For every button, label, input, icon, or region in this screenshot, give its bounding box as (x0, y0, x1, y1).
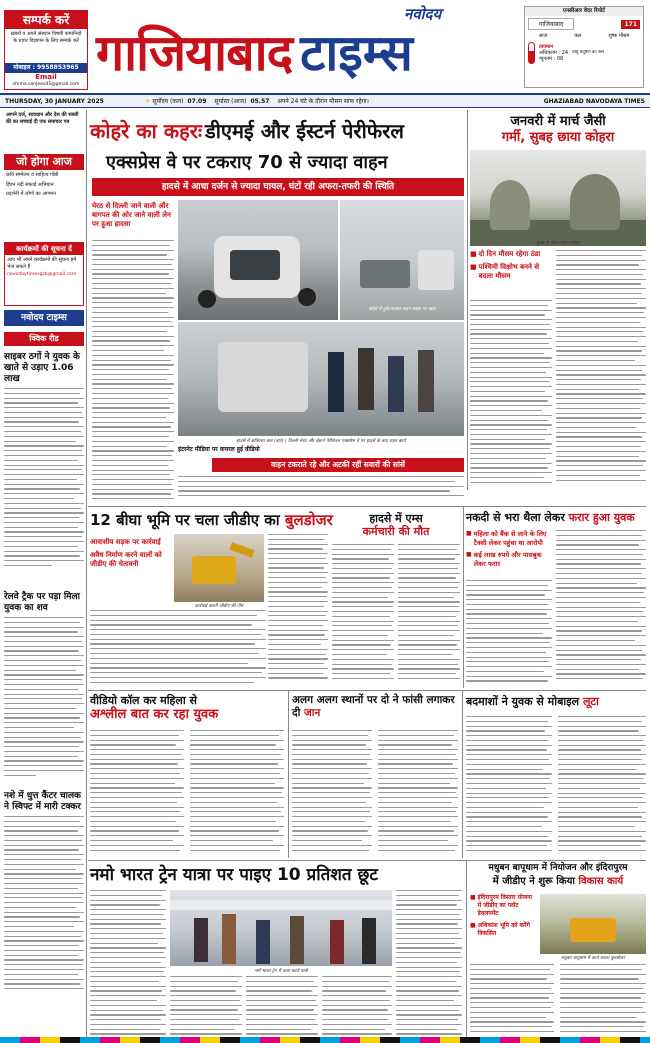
robbery-points (466, 530, 552, 568)
aaj-item: कवि सम्मेलन व साहित्य गोष्ठी (6, 172, 59, 178)
lead-point (92, 202, 174, 229)
paper-name-times: टाइम्स (300, 24, 413, 82)
suicide-title-red: जान (303, 707, 321, 719)
lead-photo-police (178, 322, 464, 436)
weather-photo-fog (470, 150, 646, 246)
dev-body (470, 964, 554, 1038)
mobile-title-red: लूटा (582, 695, 599, 708)
ems-title: हादसे में एम्स (369, 512, 423, 525)
row-divider (88, 860, 646, 861)
contact-email[interactable]: shrma.sanjeev45@gmail.com (12, 82, 80, 87)
row-divider (88, 506, 646, 507)
lead-photo-crash (178, 200, 338, 320)
robbery-point (466, 551, 552, 568)
brand-navodaya: नवोदय (404, 5, 442, 23)
masthead (0, 0, 650, 92)
dev-title2: में जीडीए ने शुरू किया (492, 876, 575, 887)
weather-title2: गर्मी, सुबह छाया कोहरा (501, 130, 615, 145)
robbery-headline (466, 510, 646, 525)
bulldozer-photo (174, 534, 264, 602)
brief-body (4, 617, 84, 787)
dev-headline (470, 862, 646, 888)
video-title: वीडियो कॉल कर महिला से (90, 694, 197, 707)
thermometer-icon (528, 42, 535, 64)
aaj-item: प्रदर्शनी में लोगों का आगमन (6, 191, 56, 198)
suicide-headline (292, 694, 460, 720)
lead-body (92, 240, 174, 502)
train-body (246, 976, 318, 1038)
bulldozer-body (268, 534, 328, 688)
dev-photo (540, 894, 646, 954)
temp-min: न्यूनतम : 08 (539, 56, 564, 62)
lead-point-text: मेरठ से दिल्ली जाने वाली और बागपत की ओर जाने वाली लेन पर हुआ हादसा (92, 202, 171, 228)
weather-title1: जनवरी में मार्च जैसी (510, 114, 606, 129)
contact-email-label: Email (35, 73, 57, 81)
registration-strip (0, 1037, 650, 1043)
lead-red-strip: वाहन टकराते रहे और अटकी रहीं सवारों की सांसें (212, 458, 464, 472)
suicide-body (292, 730, 372, 856)
mobile-body (466, 716, 552, 856)
robbery-point-text: महिला को बैंक से लाने के लिए टैक्सी लेकर पहुंचा था आरोपी (473, 530, 547, 547)
suicide-title: अलग अलग स्थानों पर दो ने फांसी लगाकर दी (292, 694, 455, 719)
weather-body (470, 300, 552, 490)
dev-point (470, 894, 536, 918)
robbery-body (556, 530, 646, 688)
ems-headline (332, 512, 460, 538)
weather-item-today: आज (538, 33, 548, 39)
column-divider (462, 690, 463, 858)
brief-body (4, 816, 84, 1001)
aqi-value: 171 (621, 20, 640, 29)
tagline: अपने 24 घंटे के दौरान मौसम साफ रहेगा। (277, 98, 369, 105)
temp-label: तापमान (539, 44, 554, 50)
date: THURSDAY, 30 JANUARY 2025 (5, 97, 104, 105)
brief-headline: साइबर ठगों ने युवक के खाते से उड़ाए 1.06 लाख (4, 352, 80, 384)
programs-box (4, 242, 84, 306)
aaj-item: हिंडन नदी सफाई अभियान (6, 181, 54, 188)
dev-body (560, 964, 646, 1038)
train-caption: नमो भारत ट्रेन में यात्रा करते यात्री (254, 969, 308, 974)
programs-title: कार्यक्रमों की सूचना दें (5, 243, 83, 255)
robbery-point-text: कई लाख रुपये और पासबुक लेकर फरार (473, 551, 542, 568)
lead-point-text: इंटरनेट मीडिया पर वायरल हुई वीडियो (178, 446, 260, 453)
dev-caption: मधुबन बापूधाम में कार्य करता बुलडोजर (561, 956, 625, 961)
temp-max: अधिकतम : 24 (539, 50, 569, 56)
weather-point-text: पश्चिमी विक्षोभ बनने से बदला मौसम (478, 263, 540, 280)
column-divider (288, 690, 289, 858)
sidebar (4, 110, 84, 1038)
row-divider (88, 690, 646, 691)
robbery-body (466, 580, 552, 688)
video-title-red: अश्लील बात कर रहा युवक (90, 707, 219, 722)
train-body (322, 976, 392, 1038)
lead-title1: डीएमई और ईस्टर्न पेरीफेरल (205, 118, 404, 143)
lead-headline (90, 114, 465, 146)
video-body (190, 730, 284, 856)
column-divider (463, 506, 464, 688)
quick-read: क्विक रीड (4, 332, 84, 346)
bulldozer-title-red: बुलडोजर (284, 511, 333, 529)
dev-title1: मधुबन बापूधाम में नियोजन और इंदिरापुरम (488, 863, 628, 873)
weather-title: एनसीआर वेदर रिपोर्ट (525, 7, 643, 16)
lead-body (178, 476, 464, 502)
paper-title (96, 18, 516, 84)
train-body (170, 976, 242, 1038)
brief-headline: रेलवे ट्रैक पर पड़ा मिला युवक का शव (4, 592, 80, 613)
column-divider (466, 860, 467, 1038)
bulldozer-caption: कार्रवाई करती जीडीए की टीम (194, 604, 244, 609)
mobile-title: बदमाशों ने युवक से मोबाइल (466, 695, 580, 708)
dev-point-text: अधिकांश भूमि को करेंगे विकसित (477, 922, 530, 937)
ems-title-red: कर्मचारी की मौत (362, 525, 430, 538)
bulldozer-title: 12 बीघा भूमि पर चला जीडीए का (90, 511, 280, 529)
sidebar-promo: आपने दर्ज, सावधान और देश की सब्जी की का सच्चाई दी एक समाचार पत्र (6, 112, 79, 125)
column-divider (467, 110, 468, 490)
ems-body (398, 544, 460, 688)
weather-points (470, 250, 552, 281)
bullet-icon: ■ (470, 263, 477, 271)
dev-points (470, 894, 536, 938)
brief-headline: नशे में धुत्त कैंटर चालक ने स्विफ्ट में मारी टक्कर (4, 791, 81, 812)
bulldozer-headline (90, 510, 360, 530)
bullet-icon: ■ (470, 922, 476, 929)
dateline-bar (0, 93, 650, 108)
aaj-title: जो होगा आज (4, 154, 84, 170)
contact-title: सम्पर्क करें (5, 11, 87, 29)
paper-name-ghaziabad: गाजियाबाद (96, 24, 293, 82)
mobile-headline (466, 694, 646, 709)
bulldozer-points (90, 538, 170, 569)
bullet-icon: ■ (466, 530, 472, 537)
sidebar-logo: नवोदय टाइम्स (4, 310, 84, 326)
lead-subhead: हादसे में आधा दर्जन से ज्यादा घायल, घंटों रही अफरा-तफरी की स्थिति (92, 178, 464, 196)
sunrise-label: सूर्योदय (कल) (152, 98, 184, 105)
sunset-label: सूर्यास्त (आज) (214, 98, 247, 105)
train-body (90, 890, 166, 1038)
suicide-body (378, 730, 458, 856)
weather-box (524, 6, 644, 88)
robbery-title: नकदी से भरा थैला लेकर (466, 511, 565, 524)
lead-point2 (178, 446, 316, 454)
lead-photo-caption2: हादसे में क्षतिग्रस्त कार (बाएं) | दिल्ली-मेरठ और ईस्टर्न पेरीफेरल एक्सप्रेस वे पर हादसे के बाद राहत कार्य (236, 439, 406, 444)
edition: GHAZIABAD NAVODAYA TIMES (543, 97, 645, 105)
weather-point-text: दो दिन मौसम रहेगा ठंडा (478, 250, 541, 258)
bulldozer-point: अवैध निर्माण करने वालों को जीडीए की चेतावनी (90, 551, 162, 568)
programs-email[interactable]: navodaytimesgzb@gmail.com (7, 272, 77, 278)
robbery-point (466, 530, 552, 547)
sun-icon: ☀ (145, 97, 151, 105)
weather-headline (470, 114, 646, 146)
train-headline: नमो भारत ट्रेन यात्रा पर पाइए 10 प्रतिशत छूट (90, 865, 378, 885)
weather-item-tomorrow: कल (574, 33, 582, 39)
sunset-time: 05.57 (250, 97, 270, 105)
bullet-icon: ■ (466, 551, 472, 558)
weather-body (556, 250, 646, 490)
weather-caption: सुबह के समय छाया कोहरा (536, 241, 580, 246)
contact-text: खबरों व अपने संस्थान विषयी कम्पनियों के प्रचार विज्ञापन के लिए सम्पर्क करें (10, 31, 82, 44)
sunrise-time: 07.09 (187, 97, 207, 105)
column-divider (86, 110, 87, 1038)
programs-text: आप भी अपने कार्यक्रमों की सूचना हमें भेज सकते हैं (7, 257, 77, 270)
bullet-icon: ■ (470, 894, 476, 901)
weather-city: गाजियाबाद (528, 18, 574, 30)
lead-kicker: कोहरे का कहरः (90, 118, 203, 143)
train-photo (170, 890, 392, 966)
bulldozer-body (90, 610, 266, 688)
contact-box (4, 10, 88, 90)
contact-mobile: मोबाइल : 9958853965 (5, 63, 87, 73)
lead-photo-caption: कोहरे में दुर्घटनाग्रस्त वाहन सड़क पर खड़ा (368, 307, 436, 312)
train-body (396, 890, 462, 1038)
video-body (90, 730, 184, 856)
weather-point (470, 263, 552, 281)
video-headline (90, 694, 286, 722)
weather-point (470, 250, 552, 259)
robbery-title-red: फरार हुआ युवक (568, 511, 635, 524)
dev-title2-red: विकास कार्य (578, 876, 624, 887)
dev-point-text: इंदिरापुरम विस्तार योजना में जीडीए का प्लॉट डेवलपमेंट (477, 894, 533, 917)
brief-body (4, 388, 84, 588)
dev-point (470, 922, 536, 938)
lead-photo-highway (340, 200, 464, 320)
bulldozer-point: आवासीय सड़क पर कार्रवाई (90, 538, 161, 546)
temp-note: वायु प्रदूषण का स्तर (572, 50, 605, 55)
mobile-body (558, 716, 646, 856)
bullet-icon: ■ (470, 250, 477, 258)
lead-title2: एक्सप्रेस वे पर टकराए 70 से ज्यादा वाहन (106, 152, 388, 173)
ems-body (332, 544, 394, 688)
weather-item-dry: शुष्क मौसम (608, 33, 630, 39)
